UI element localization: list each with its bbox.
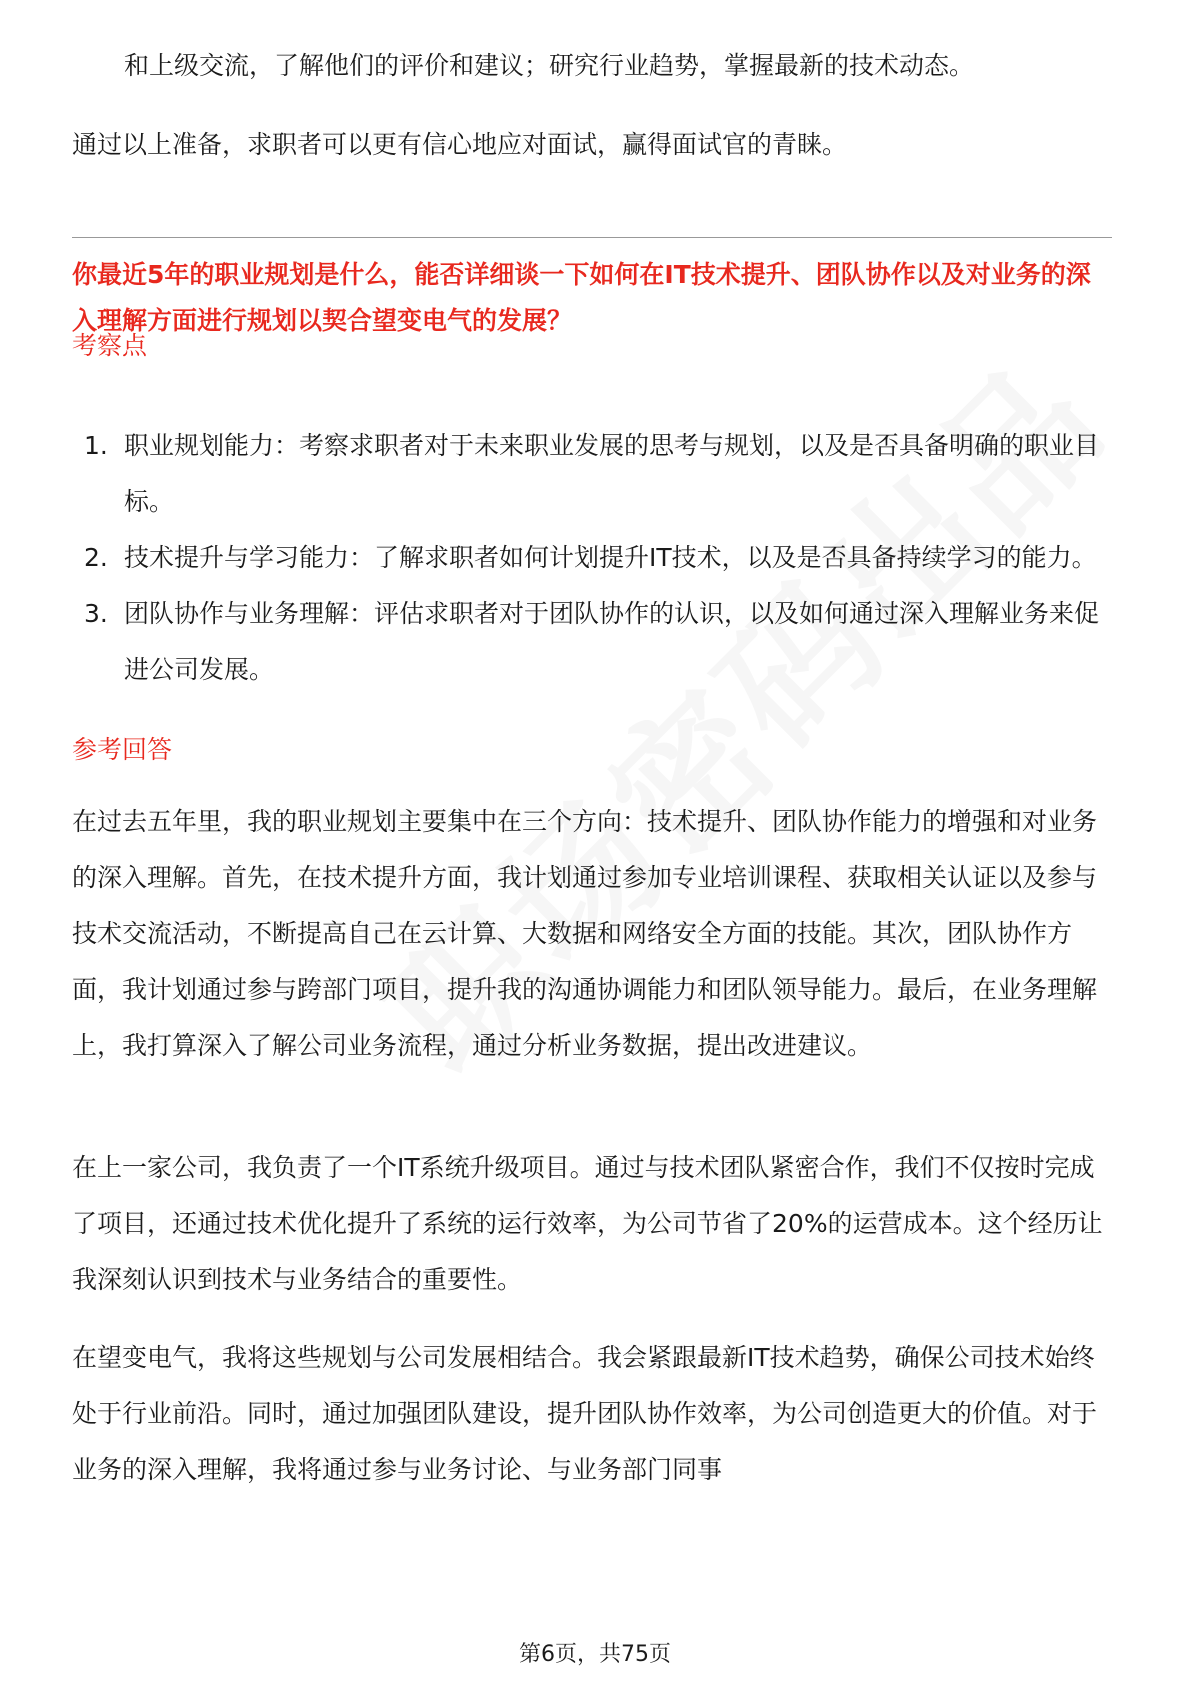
intro-paragraph-2: 通过以上准备，求职者可以更有信心地应对面试，赢得面试官的青睐。 <box>72 130 848 159</box>
exam-points-heading: 考察点 <box>72 331 148 360</box>
list-item <box>72 530 1112 586</box>
list-item <box>72 586 1112 698</box>
list-item-text: 团队协作与业务理解：评估求职者对于团队协作的认识，以及如何通过深入理解业务来促进公司发展。 <box>124 599 1100 684</box>
list-item-number: 1. <box>84 431 108 460</box>
answer-paragraph-1: 在过去五年里，我的职业规划主要集中在三个方向：技术提升、团队协作能力的增强和对业务的深入理解。首先，在技术提升方面，我计划通过参加专业培训课程、获取相关认证以及参与技术交流活动，不断提高自己在云计算、大数据和网络安全方面的技能。其次，团队协作方面，我计划通过参与跨部门项目，提升我的沟通协调能力和团队领导能力。最后，在业务理解上，我打算深入了解公司业务流程，通过分析业务数据，提出改进建议。 <box>72 807 1098 1060</box>
list-item-text: 技术提升与学习能力：了解求职者如何计划提升IT技术，以及是否具备持续学习的能力。 <box>124 543 1097 572</box>
section-divider <box>72 237 1112 238</box>
reference-answer-heading: 参考回答 <box>72 735 173 764</box>
exam-points-list <box>72 418 1112 698</box>
answer-paragraph-2: 在上一家公司，我负责了一个IT系统升级项目。通过与技术团队紧密合作，我们不仅按时完成了项目，还通过技术优化提升了系统的运行效率，为公司节省了20%的运营成本。这个经历让我深刻认识到技术与业务结合的重要性。 <box>72 1153 1103 1294</box>
list-item-text: 职业规划能力：考察求职者对于未来职业发展的思考与规划，以及是否具备明确的职业目标。 <box>124 431 1100 516</box>
intro-paragraph-1: 和上级交流，了解他们的评价和建议；研究行业趋势，掌握最新的技术动态。 <box>124 51 975 80</box>
list-item-number: 3. <box>84 599 108 628</box>
page-footer: 第6页，共75页 <box>519 1642 671 1667</box>
answer-paragraph-3: 在望变电气，我将这些规划与公司发展相结合。我会紧跟最新IT技术趋势，确保公司技术始终处于行业前沿。同时，通过加强团队建设，提升团队协作效率，为公司创造更大的价值。对于业务的深入理解，我将通过参与业务讨论、与业务部门同事 <box>72 1343 1098 1484</box>
list-item <box>72 418 1112 530</box>
question-heading: 你最近5年的职业规划是什么，能否详细谈一下如何在IT技术提升、团队协作以及对业务的深入理解方面进行规划以契合望变电气的发展？ <box>72 260 1091 335</box>
list-item-number: 2. <box>84 543 108 572</box>
